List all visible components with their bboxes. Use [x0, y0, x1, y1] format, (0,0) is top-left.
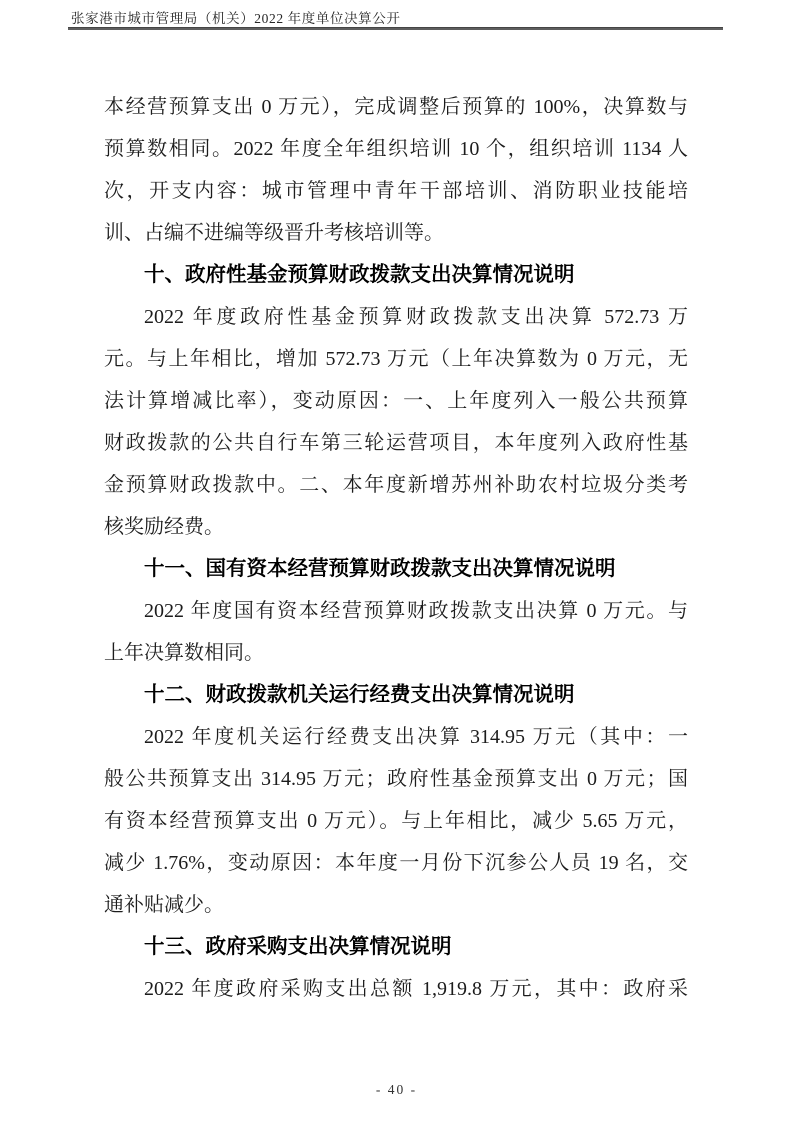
doc-line: 有资本经营预算支出 0 万元）。与上年相比，减少 5.65 万元， [104, 810, 688, 832]
doc-line: 上年决算数相同。 [104, 642, 264, 664]
section-heading-13: 十三、政府采购支出决算情况说明 [144, 936, 452, 958]
doc-line: 财政拨款的公共自行车第三轮运营项目，本年度列入政府性基 [104, 432, 688, 454]
document-body [104, 86, 688, 1010]
section-heading-12: 十二、财政拨款机关运行经费支出决算情况说明 [144, 684, 575, 706]
doc-line: 训、占编不进编等级晋升考核培训等。 [104, 222, 444, 244]
section-heading-11: 十一、国有资本经营预算财政拨款支出决算情况说明 [144, 558, 616, 580]
doc-line: 2022 年度机关运行经费支出决算 314.95 万元（其中：一 [144, 726, 688, 748]
page-number: - 40 - [375, 1082, 418, 1097]
doc-line: 通补贴减少。 [104, 894, 224, 916]
doc-line: 2022 年度国有资本经营预算财政拨款支出决算 0 万元。与 [144, 600, 688, 622]
doc-line: 次，开支内容：城市管理中青年干部培训、消防职业技能培 [104, 180, 688, 202]
doc-line: 法计算增减比率），变动原因：一、上年度列入一般公共预算 [104, 390, 688, 412]
doc-line: 预算数相同。2022 年度全年组织培训 10 个，组织培训 1134 人 [104, 138, 688, 160]
doc-line: 般公共预算支出 314.95 万元；政府性基金预算支出 0 万元；国 [104, 768, 688, 790]
doc-line: 本经营预算支出 0 万元），完成调整后预算的 100%，决算数与 [104, 96, 688, 118]
doc-line: 金预算财政拨款中。二、本年度新增苏州补助农村垃圾分类考 [104, 474, 688, 496]
doc-line: 核奖励经费。 [104, 516, 224, 538]
doc-line: 2022 年度政府性基金预算财政拨款支出决算 572.73 万 [144, 306, 688, 328]
page-header-title: 张家港市城市管理局（机关）2022 年度单位决算公开 [71, 11, 401, 26]
section-heading-10: 十、政府性基金预算财政拨款支出决算情况说明 [144, 264, 575, 286]
doc-line: 元。与上年相比，增加 572.73 万元（上年决算数为 0 万元，无 [104, 348, 688, 370]
header-divider-rule [68, 27, 723, 30]
doc-line: 2022 年度政府采购支出总额 1,919.8 万元，其中：政府采 [144, 978, 688, 1000]
doc-line: 减少 1.76%，变动原因：本年度一月份下沉参公人员 19 名，交 [104, 852, 688, 874]
